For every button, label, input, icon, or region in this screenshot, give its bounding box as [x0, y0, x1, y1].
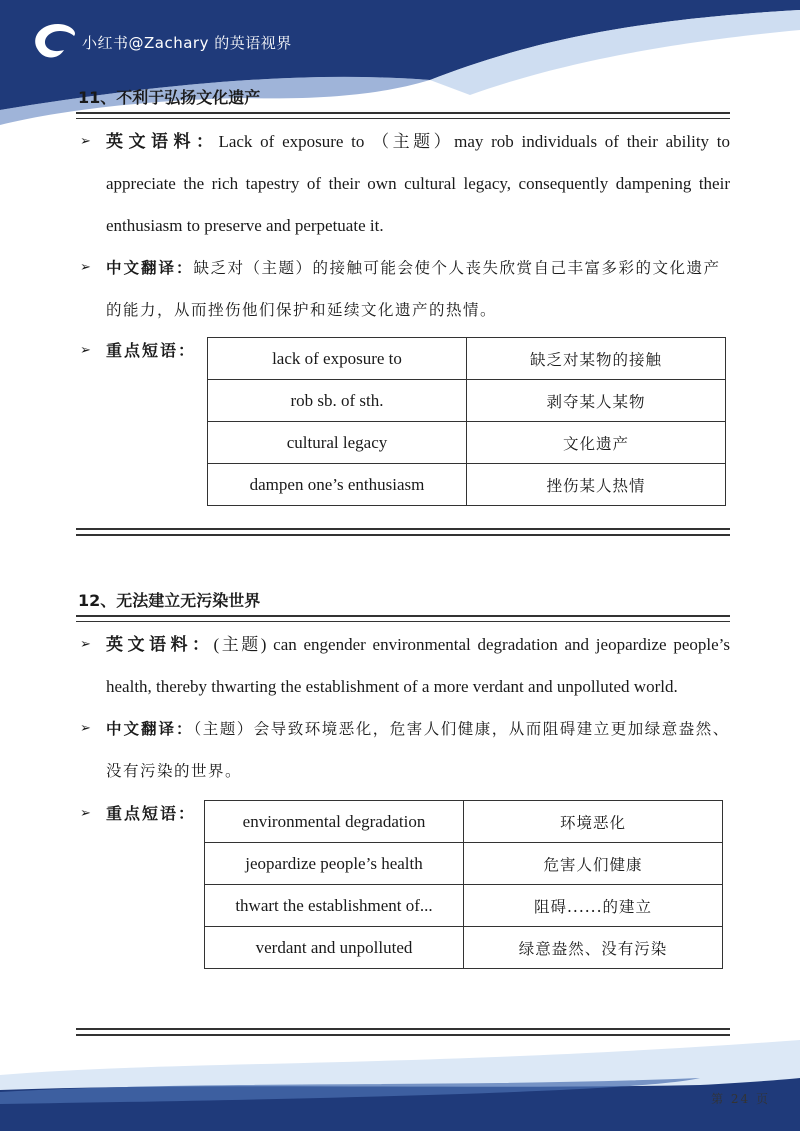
swoosh-logo-icon	[30, 20, 82, 68]
section-title: 11、不利于弘扬文化遗产	[78, 88, 261, 107]
arrow-bullet-icon: ➢	[80, 134, 91, 149]
section-end-divider	[76, 528, 730, 536]
section-title: 12、无法建立无污染世界	[78, 591, 261, 610]
phrase-zh: 文化遗产	[467, 422, 726, 464]
phrase-zh: 剥夺某人某物	[467, 380, 726, 422]
phrases-table	[204, 800, 723, 969]
table-row	[208, 338, 726, 380]
phrase-en: environmental degradation	[205, 801, 464, 843]
chinese-paragraph	[106, 247, 730, 331]
english-label: 英文语料：	[106, 635, 214, 655]
chinese-text: （主题）会导致环境恶化，危害人们健康，从而阻碍建立更加绿意盎然、没有污染的世界。	[106, 720, 730, 780]
arrow-bullet-icon: ➢	[80, 260, 91, 275]
phrase-en: rob sb. of sth.	[208, 380, 467, 422]
english-paragraph	[106, 121, 730, 247]
arrow-bullet-icon: ➢	[80, 806, 91, 821]
table-row	[205, 885, 723, 927]
phrase-en: thwart the establishment of...	[205, 885, 464, 927]
phrase-zh: 阻碍......的建立	[464, 885, 723, 927]
arrow-bullet-icon: ➢	[80, 343, 91, 358]
section-11	[76, 86, 731, 495]
chinese-paragraph	[106, 708, 730, 792]
table-row	[205, 843, 723, 885]
english-item	[76, 624, 730, 708]
header-title: 小红书@Zachary 的英语视界	[82, 34, 292, 52]
chinese-item	[76, 708, 730, 792]
page-number: 第 24 页	[711, 1092, 770, 1106]
phrase-zh: 环境恶化	[464, 801, 723, 843]
table-row	[205, 801, 723, 843]
phrase-zh: 危害人们健康	[464, 843, 723, 885]
title-divider	[76, 112, 730, 119]
arrow-bullet-icon: ➢	[80, 721, 91, 736]
phrases-label: 重点短语：	[106, 341, 197, 360]
phrase-zh: 缺乏对某物的接触	[467, 338, 726, 380]
table-row	[208, 464, 726, 506]
phrase-en: cultural legacy	[208, 422, 467, 464]
phrases-item	[76, 337, 730, 495]
phrases-label: 重点短语：	[106, 804, 197, 823]
phrase-en: jeopardize people’s health	[205, 843, 464, 885]
chinese-text: 缺乏对（主题）的接触可能会使个人丧失欣赏自己丰富多彩的文化遗产的能力，从而挫伤他们保护和延续文化遗产的热情。	[106, 259, 721, 319]
table-row	[208, 422, 726, 464]
english-label: 英文语料：	[106, 132, 219, 152]
phrases-item	[76, 800, 730, 958]
phrase-en: dampen one’s enthusiasm	[208, 464, 467, 506]
english-text: Lack of exposure to （主题）may rob individuals of their ability to appreciate the rich tapestry of their own cultural legacy, consequently dampening their enthusiasm to preserve and perpetuate it.	[106, 132, 731, 235]
english-item	[76, 121, 730, 247]
arrow-bullet-icon: ➢	[80, 637, 91, 652]
phrases-table	[207, 337, 726, 506]
table-row	[205, 927, 723, 969]
english-text: (主题) can engender environmental degradation and jeopardize people’s health, thereby thwarting the establishment of a more verdant and unpolluted world.	[106, 635, 731, 696]
title-divider	[76, 615, 730, 622]
section-12	[76, 589, 731, 958]
chinese-label: 中文翻译：	[106, 259, 194, 277]
table-row	[208, 380, 726, 422]
phrase-en: lack of exposure to	[208, 338, 467, 380]
phrase-zh: 绿意盎然、没有污染	[464, 927, 723, 969]
phrase-zh: 挫伤某人热情	[467, 464, 726, 506]
chinese-item	[76, 247, 730, 331]
phrase-en: verdant and unpolluted	[205, 927, 464, 969]
english-paragraph	[106, 624, 730, 708]
section-end-divider	[76, 1028, 730, 1036]
chinese-label: 中文翻译：	[106, 720, 194, 738]
